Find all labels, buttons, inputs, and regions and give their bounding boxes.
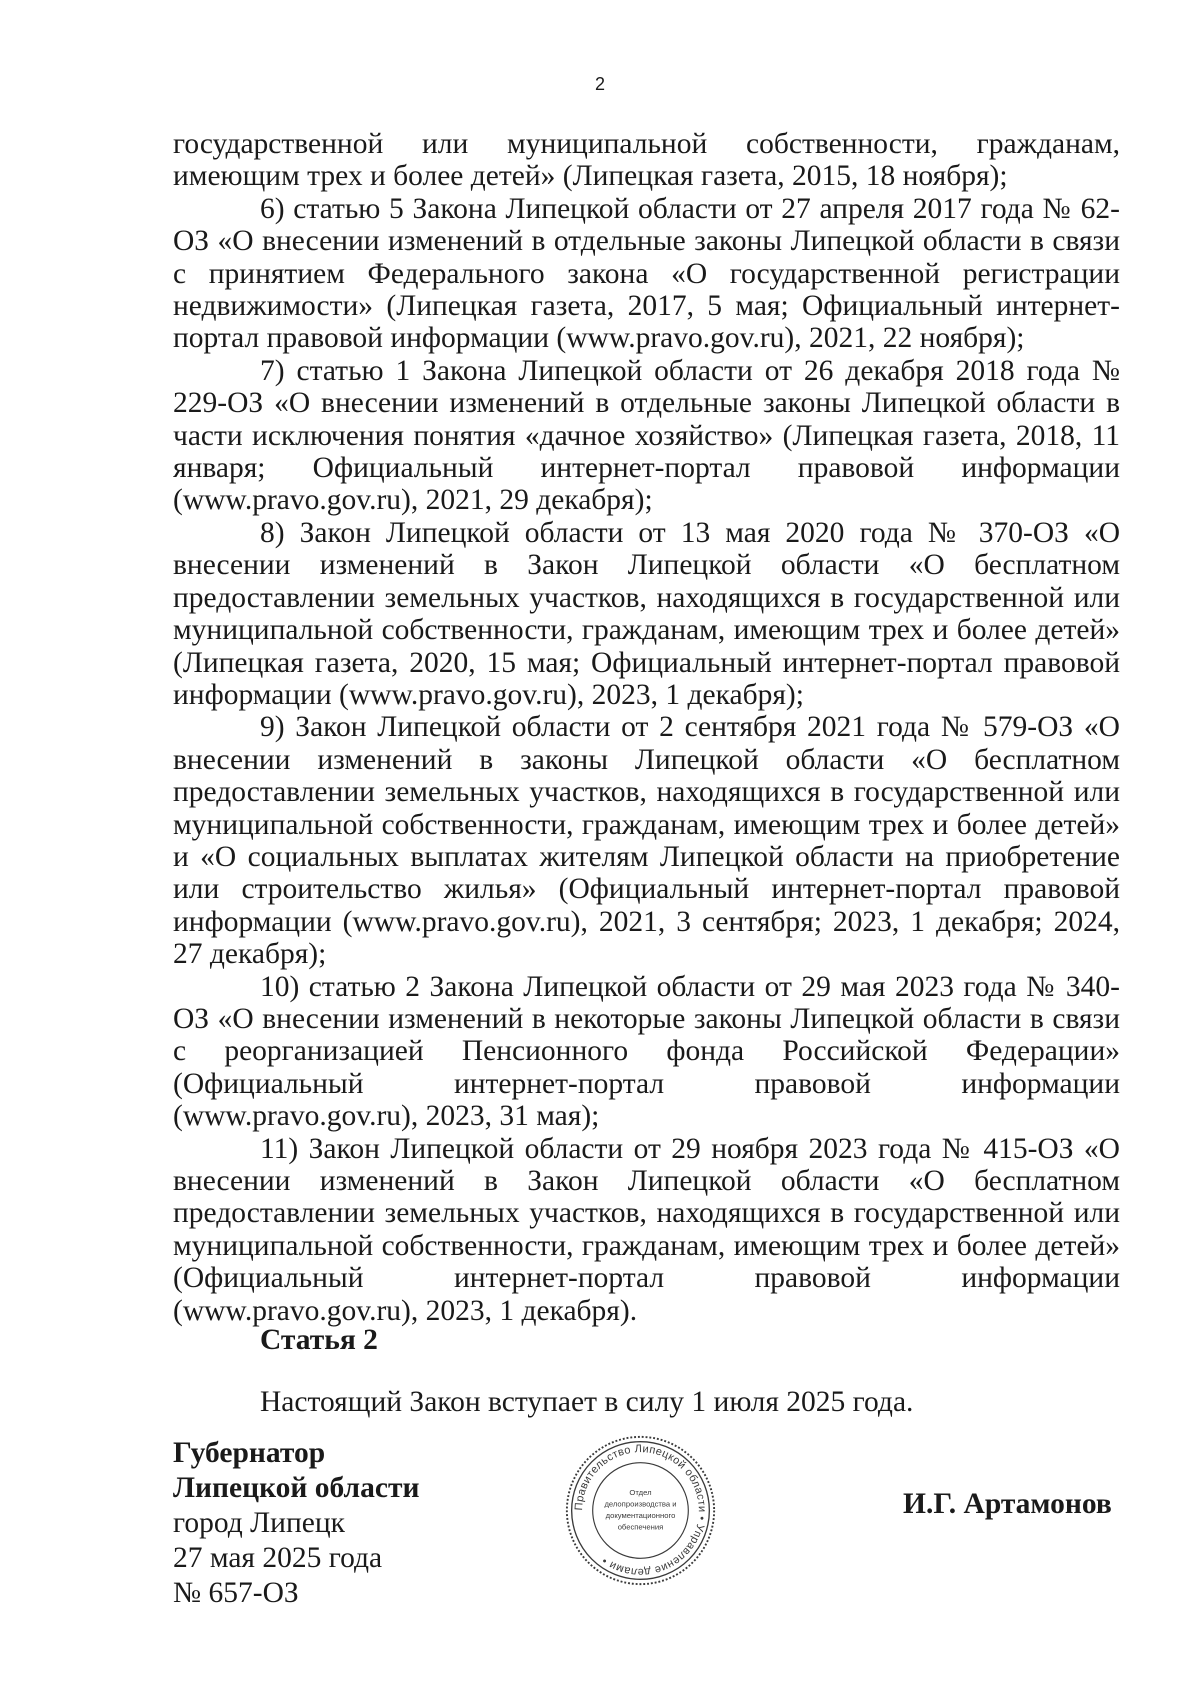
article-heading: Статья 2 — [260, 1324, 378, 1356]
governor-title: Губернатор — [173, 1437, 326, 1469]
article-text: Настоящий Закон вступает в силу 1 июля 2025 года. — [260, 1386, 914, 1418]
seal-center-line-4: обеспечения — [617, 1522, 664, 1532]
seal-center-line-3: документационного — [605, 1511, 676, 1521]
law-number: № 657-ОЗ — [173, 1577, 299, 1609]
law-body — [173, 128, 1120, 1327]
list-item-10: 10) статью 2 Закона Липецкой области от 29 мая 2023 года № 340-ОЗ «О внесении изменений в некоторые законы Липецкой области в связи с реорганизацией Пенсионного фонда Российской Федерации» (Официальный интернет-портал правовой информации (www.pravo.gov.ru), 2023, 31 мая); — [173, 970, 1120, 1133]
list-item-6: 6) статью 5 Закона Липецкой области от 27 апреля 2017 года № 62-ОЗ «О внесении изменений в отдельные законы Липецкой области в связи с принятием Федерального закона «О государственной регистрации недвижимости» (Липецкая газета, 2017, 5 мая; Официальный интернет-портал правовой информации (www.pravo.gov.ru), 2021, 22 ноября); — [173, 192, 1120, 355]
list-item-7: 7) статью 1 Закона Липецкой области от 26 декабря 2018 года № 229-ОЗ «О внесении изменений в отдельные законы Липецкой области в части исключения понятия «дачное хозяйство» (Липецкая газета, 2018, 11 января; Официальный интернет-портал правовой информации (www.pravo.gov.ru), 2021, 29 декабря); — [173, 354, 1120, 517]
seal-center-line-2: делопроизводства и — [604, 1499, 677, 1509]
signature-block — [173, 1436, 419, 1611]
paragraph-continuation: государственной или муниципальной собственности, гражданам, имеющим трех и более детей» (Липецкая газета, 2015, 18 ноября); — [173, 128, 1120, 193]
official-seal-stamp — [564, 1434, 717, 1587]
city: город Липецк — [173, 1507, 345, 1539]
signatory-name: И.Г. Артамонов — [903, 1488, 1112, 1520]
signing-date: 27 мая 2025 года — [173, 1542, 383, 1574]
seal-center-line-1: Отдел — [629, 1488, 652, 1498]
seal-ring-text: Правительство Липецкой области • Управление делами • — [573, 1443, 708, 1578]
page-number: 2 — [594, 74, 605, 94]
list-item-11: 11) Закон Липецкой области от 29 ноября 2023 года № 415-ОЗ «О внесении изменений в Закон Липецкой области «О бесплатном предоставлении земельных участков, находящихся в государственной или муниципальной собственности, гражданам, имеющим трех и более детей» (Официальный интернет-портал правовой информации (www.pravo.gov.ru), 2023, 1 декабря). — [173, 1132, 1120, 1327]
list-item-9: 9) Закон Липецкой области от 2 сентября 2021 года № 579-ОЗ «О внесении изменений в законы Липецкой области «О бесплатном предоставлении земельных участков, находящихся в государственной или муниципальной собственности, гражданам, имеющим трех и более детей» и «О социальных выплатах жителям Липецкой области на приобретение или строительство жилья» (Официальный интернет-портал правовой информации (www.pravo.gov.ru), 2021, 3 сентября; 2023, 1 декабря; 2024, 27 декабря); — [173, 711, 1120, 971]
region-title: Липецкой области — [173, 1472, 420, 1504]
list-item-8: 8) Закон Липецкой области от 13 мая 2020 года № 370-ОЗ «О внесении изменений в Закон Липецкой области «О бесплатном предоставлении земельных участков, находящихся в государственной или муниципальной собственности, гражданам, имеющим трех и более детей» (Липецкая газета, 2020, 15 мая; Официальный интернет-портал правовой информации (www.pravo.gov.ru), 2023, 1 декабря); — [173, 516, 1120, 711]
